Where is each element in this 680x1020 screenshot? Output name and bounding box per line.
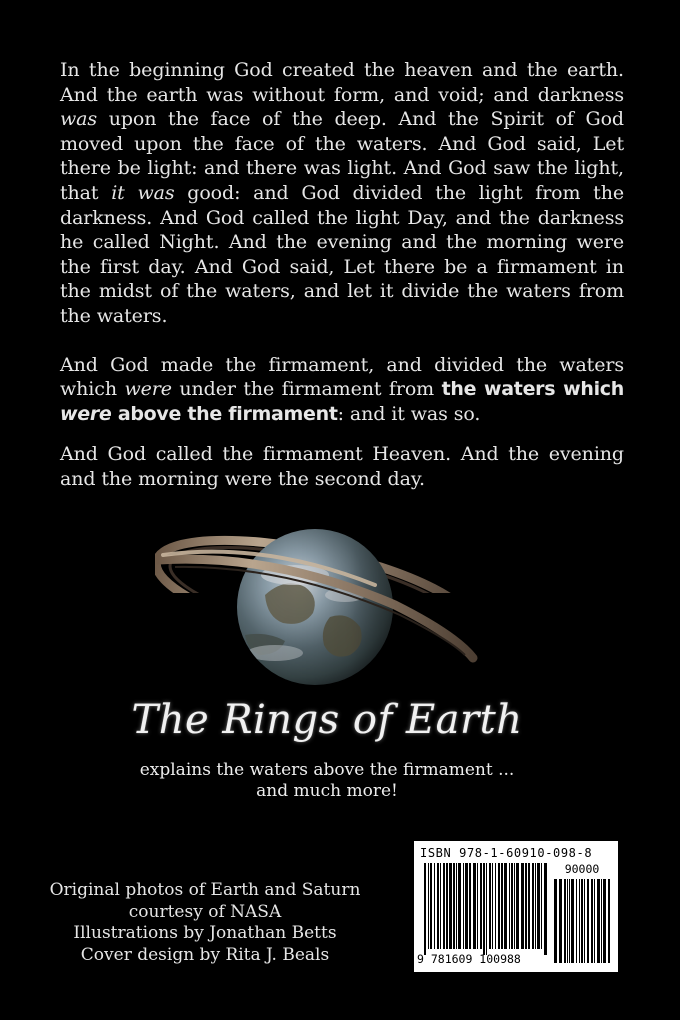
barcode-bar: [437, 863, 439, 949]
barcode-bar: [516, 863, 519, 949]
barcode-addon-bar: [567, 879, 568, 963]
barcode-bar: [509, 863, 510, 949]
barcode-bar: [544, 863, 547, 955]
earth-with-saturn-rings-illustration: [155, 525, 480, 695]
barcode-bar: [428, 863, 429, 949]
barcode-bar: [430, 863, 432, 949]
barcode-addon-bar: [569, 879, 570, 963]
barcode-bar: [443, 863, 445, 949]
barcode-bar: [521, 863, 524, 949]
barcode-bar: [453, 863, 455, 949]
tagline: [0, 760, 654, 802]
paragraph-2: And God made the firmament, and divided the waters which were under the firmament from the waters which were above the firmament: and it was so.: [60, 353, 624, 425]
barcode-bar: [537, 863, 540, 949]
barcode-bar: [541, 863, 542, 949]
barcode-bar: [458, 863, 461, 949]
barcode-number: 9 781609 100988: [417, 952, 521, 966]
credit-line-4: Cover design by Rita J. Beals: [80, 944, 330, 965]
barcode-bars: [420, 863, 616, 963]
barcode-bar: [483, 863, 485, 955]
barcode-bar: [511, 863, 513, 949]
barcode-addon-bar: [559, 879, 562, 963]
barcode-bar: [480, 863, 482, 949]
barcode-addon-bar: [581, 879, 583, 963]
barcode-addon-bar: [587, 879, 589, 963]
barcode-bar: [465, 863, 468, 949]
isbn-barcode: [414, 841, 618, 972]
barcode-bar: [492, 863, 493, 949]
barcode-addon-bar: [597, 879, 600, 963]
barcode-bar: [446, 863, 448, 949]
barcode-bar: [525, 863, 527, 949]
barcode-addon-bar: [594, 879, 595, 963]
barcode-bar: [535, 863, 536, 949]
barcode-addon-bar: [576, 879, 577, 963]
barcode-bar: [449, 863, 452, 949]
barcode-bar: [434, 863, 435, 949]
barcode-addon-number: 90000: [564, 862, 600, 876]
barcode-bar: [504, 863, 507, 949]
credit-line-2: courtesy of NASA: [128, 901, 282, 922]
book-title: The Rings of Earth: [131, 697, 523, 743]
tagline-line-1: explains the waters above the firmament ...: [139, 760, 515, 780]
barcode-bar: [514, 863, 515, 949]
barcode-addon-bar: [554, 879, 557, 963]
barcode-bar: [469, 863, 471, 949]
paragraph-1: In the beginning God created the heaven and the earth. And the earth was without form, and void; and darkness was upon the face of the deep. And the Spirit of God moved upon the face of the waters. And God said, Let there be light: and there was light. And God saw the light, that it was good: and God divided the light from the darkness. And God called the light Day, and the darkness he called Night. And the evening and the morning were the first day. And God said, Let there be a firmament in the midst of the waters, and let it divide the waters from the waters.: [60, 59, 625, 327]
barcode-bar: [463, 863, 464, 949]
barcode-bar: [424, 863, 426, 955]
barcode-addon-bar: [564, 879, 566, 963]
barcode-bar: [440, 863, 441, 949]
credit-line-1: Original photos of Earth and Saturn: [49, 880, 361, 900]
barcode-addon-bar: [591, 879, 593, 963]
barcode-addon-bar: [571, 879, 574, 963]
credits: [40, 880, 370, 966]
barcode-addon-bar: [608, 879, 610, 963]
credit-line-3: Illustrations by Jonathan Betts: [73, 923, 337, 943]
barcode-bar: [495, 863, 496, 949]
barcode-addon-bar: [579, 879, 580, 963]
barcode-bar: [473, 863, 476, 949]
barcode-bar: [501, 863, 503, 949]
paragraph-3: And God called the firmament Heaven. And the evening and the morning were the second day.: [60, 443, 624, 490]
barcode-bar: [486, 863, 487, 955]
isbn-label: ISBN 978-1-60910-098-8: [420, 846, 593, 860]
barcode-bar: [477, 863, 478, 949]
barcode-bar: [528, 863, 530, 949]
barcode-bar: [532, 863, 534, 949]
tagline-line-2: and much more!: [256, 781, 398, 801]
barcode-addon-bar: [584, 879, 585, 963]
barcode-addon-bar: [603, 879, 606, 963]
body-text: [60, 58, 624, 492]
barcode-addon-bar: [601, 879, 602, 963]
barcode-bar: [456, 863, 457, 949]
barcode-bar: [489, 863, 491, 949]
barcode-bar: [498, 863, 500, 949]
